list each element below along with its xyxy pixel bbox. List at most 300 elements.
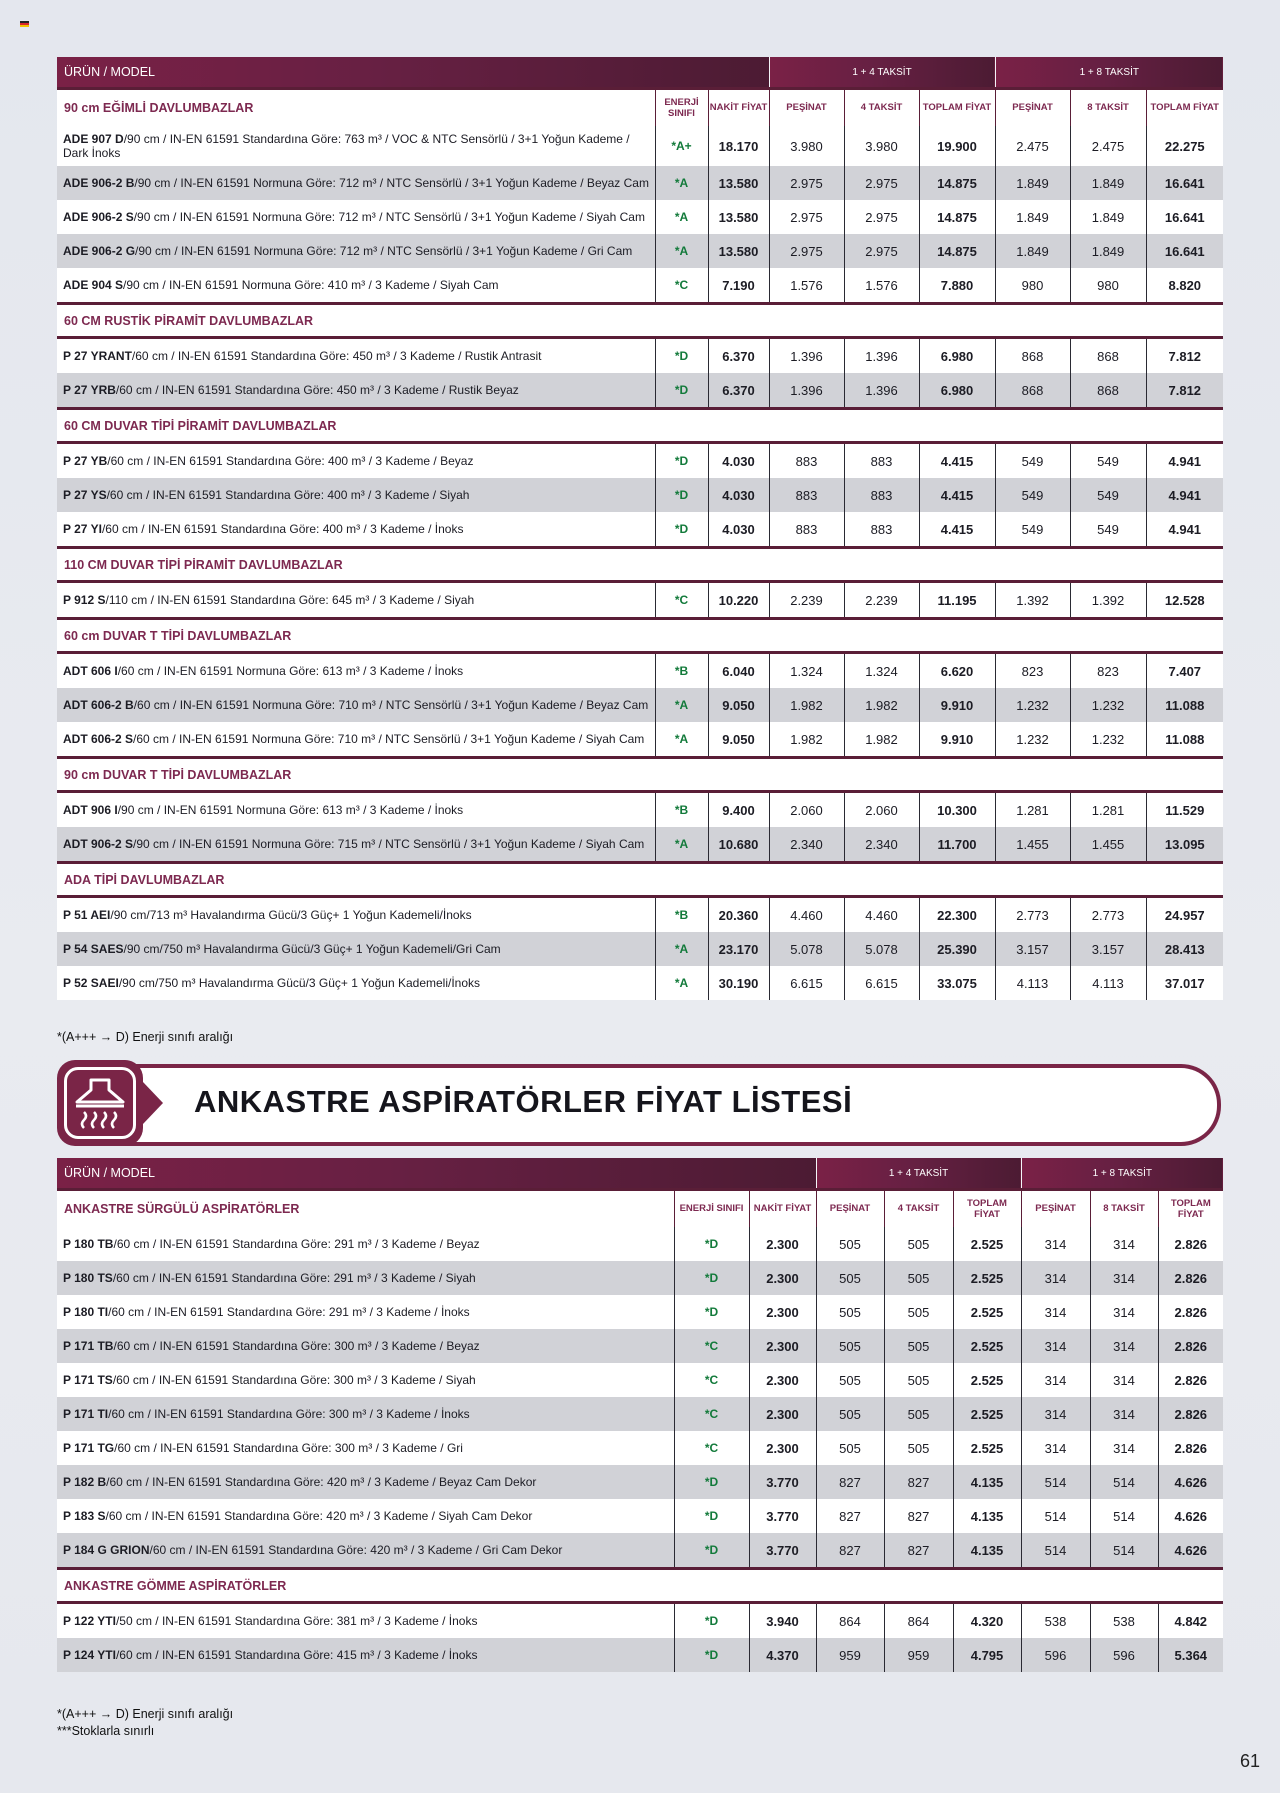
down-payment-4: 2.239	[769, 582, 844, 619]
product-cell	[57, 1363, 674, 1397]
col-total2: TOPLAM FİYAT	[1146, 89, 1223, 127]
down-payment-4: 1.396	[769, 373, 844, 409]
energy-class: *C	[655, 268, 708, 304]
total-price-4: 4.135	[953, 1465, 1021, 1499]
total-price-4: 11.700	[919, 827, 995, 863]
down-payment-4: 883	[769, 512, 844, 548]
down-payment-8: 868	[995, 338, 1070, 374]
product-row	[57, 688, 1223, 722]
down-payment-4: 1.982	[769, 688, 844, 722]
energy-class: *A	[655, 688, 708, 722]
down-payment-4: 959	[816, 1638, 884, 1672]
total-price-4: 33.075	[919, 966, 995, 1000]
cash-price: 6.040	[708, 653, 769, 689]
energy-class: *D	[674, 1533, 749, 1569]
product-cell	[57, 1397, 674, 1431]
total-price-4: 2.525	[953, 1329, 1021, 1363]
down-payment-4: 505	[816, 1261, 884, 1295]
installment-4: 2.239	[844, 582, 919, 619]
price-table-aspirator	[57, 1158, 1223, 1672]
product-row	[57, 966, 1223, 1000]
down-payment-8: 1.232	[995, 722, 1070, 758]
energy-class: *D	[674, 1465, 749, 1499]
product-cell	[57, 338, 655, 374]
model-code: P 52 SAEI	[63, 975, 119, 990]
model-code: P 54 SAES	[63, 941, 124, 956]
product-row	[57, 722, 1223, 758]
cash-price: 2.300	[749, 1431, 816, 1465]
installment-4: 505	[884, 1431, 953, 1465]
section-title: ANKASTRE GÖMME ASPİRATÖRLER	[57, 1569, 1223, 1603]
down-payment-8: 2.475	[995, 126, 1070, 166]
product-cell	[57, 1603, 674, 1639]
product-cell	[57, 373, 655, 409]
total-price-8: 7.407	[1146, 653, 1223, 689]
model-description: /60 cm / IN-EN 61591 Standardına Göre: 420 m³ / 3 Kademe / Siyah Cam Dekor	[105, 1508, 533, 1523]
product-row	[57, 478, 1223, 512]
model-description: /60 cm / IN-EN 61591 Standardına Göre: 291 m³ / 3 Kademe / Beyaz	[113, 1236, 480, 1251]
down-payment-4: 4.460	[769, 897, 844, 933]
installment-4: 505	[884, 1261, 953, 1295]
product-cell	[57, 234, 655, 268]
installment-4: 505	[884, 1295, 953, 1329]
installment-8: 823	[1070, 653, 1146, 689]
model-description: /60 cm / IN-EN 61591 Standardına Göre: 450 m³ / 3 Kademe / Rustik Antrasit	[131, 348, 542, 363]
product-cell	[57, 126, 655, 166]
product-row	[57, 653, 1223, 689]
cash-price: 2.300	[749, 1329, 816, 1363]
installment-4: 5.078	[844, 932, 919, 966]
model-description: /60 cm / IN-EN 61591 Standardına Göre: 415 m³ / 3 Kademe / İnoks	[115, 1647, 478, 1662]
installment-8: 314	[1090, 1431, 1158, 1465]
total-price-4: 6.980	[919, 373, 995, 409]
cash-price: 4.370	[749, 1638, 816, 1672]
col-energy: ENERJİ SINIFI	[674, 1190, 749, 1228]
col-total2: TOPLAM FİYAT	[1158, 1190, 1223, 1228]
energy-class: *C	[674, 1397, 749, 1431]
cash-price: 9.400	[708, 792, 769, 828]
total-price-8: 2.826	[1158, 1227, 1223, 1261]
language-flag-icon	[20, 21, 29, 27]
product-row	[57, 1499, 1223, 1533]
cash-price: 20.360	[708, 897, 769, 933]
total-price-8: 4.626	[1158, 1499, 1223, 1533]
installment-8: 514	[1090, 1465, 1158, 1499]
cash-price: 3.770	[749, 1499, 816, 1533]
model-description: /110 cm / IN-EN 61591 Standardına Göre: 645 m³ / 3 Kademe / Siyah	[105, 592, 475, 607]
total-price-4: 2.525	[953, 1431, 1021, 1465]
product-row	[57, 1603, 1223, 1639]
product-cell	[57, 966, 655, 1000]
down-payment-8: 4.113	[995, 966, 1070, 1000]
cash-price: 4.030	[708, 478, 769, 512]
down-payment-8: 538	[1021, 1603, 1090, 1639]
down-payment-4: 864	[816, 1603, 884, 1639]
model-code: P 122 YTI	[63, 1613, 116, 1628]
down-payment-8: 314	[1021, 1363, 1090, 1397]
total-price-4: 4.135	[953, 1533, 1021, 1569]
installment-4-header: 1 + 4 TAKSİT	[769, 57, 995, 89]
model-code: P 27 YB	[63, 453, 108, 468]
stock-note: ***Stoklarla sınırlı	[57, 1724, 155, 1738]
product-row	[57, 234, 1223, 268]
down-payment-8: 868	[995, 373, 1070, 409]
section-header	[57, 304, 1223, 338]
model-description: /90 cm / IN-EN 61591 Normuna Göre: 712 m³ / NTC Sensörlü / 3+1 Yoğun Kademe / Gri Cam	[135, 243, 633, 258]
model-description: /90 cm / IN-EN 61591 Normuna Göre: 712 m³ / NTC Sensörlü / 3+1 Yoğun Kademe / Siyah Cam	[133, 209, 645, 224]
installment-8: 314	[1090, 1363, 1158, 1397]
model-description: /90 cm / IN-EN 61591 Normuna Göre: 410 m³ / 3 Kademe / Siyah Cam	[123, 277, 499, 292]
product-cell	[57, 582, 655, 619]
down-payment-4: 505	[816, 1431, 884, 1465]
down-payment-4: 827	[816, 1533, 884, 1569]
total-price-4: 2.525	[953, 1363, 1021, 1397]
section-title: ANKASTRE SÜRGÜLÜ ASPİRATÖRLER	[57, 1190, 674, 1228]
section-header	[57, 619, 1223, 653]
energy-class: *D	[655, 338, 708, 374]
down-payment-4: 505	[816, 1295, 884, 1329]
product-row	[57, 1638, 1223, 1672]
product-cell	[57, 827, 655, 863]
model-description: /60 cm / IN-EN 61591 Standardına Göre: 450 m³ / 3 Kademe / Rustik Beyaz	[115, 382, 519, 397]
down-payment-8: 314	[1021, 1295, 1090, 1329]
down-payment-4: 3.980	[769, 126, 844, 166]
installment-4: 1.324	[844, 653, 919, 689]
down-payment-8: 549	[995, 443, 1070, 479]
total-price-4: 14.875	[919, 166, 995, 200]
model-code: ADT 606-2 S	[63, 731, 134, 746]
total-price-4: 9.910	[919, 688, 995, 722]
down-payment-4: 5.078	[769, 932, 844, 966]
product-row	[57, 1431, 1223, 1465]
model-code: P 912 S	[63, 592, 106, 607]
section-banner	[57, 1060, 1223, 1146]
cash-price: 2.300	[749, 1227, 816, 1261]
installment-8: 2.475	[1070, 126, 1146, 166]
installment-4: 6.615	[844, 966, 919, 1000]
total-price-4: 14.875	[919, 200, 995, 234]
cash-price: 3.770	[749, 1533, 816, 1569]
installment-4: 2.975	[844, 200, 919, 234]
down-payment-8: 314	[1021, 1261, 1090, 1295]
product-row	[57, 1227, 1223, 1261]
down-payment-4: 1.396	[769, 338, 844, 374]
product-cell	[57, 1227, 674, 1261]
banner-arrow	[143, 1082, 163, 1124]
total-price-8: 2.826	[1158, 1295, 1223, 1329]
total-price-8: 4.626	[1158, 1533, 1223, 1569]
product-cell	[57, 166, 655, 200]
down-payment-8: 1.849	[995, 200, 1070, 234]
model-code: P 182 B	[63, 1474, 107, 1489]
down-payment-4: 2.975	[769, 234, 844, 268]
section-title: 90 cm EĞİMLİ DAVLUMBAZLAR	[57, 89, 655, 127]
product-cell	[57, 792, 655, 828]
installment-8: 596	[1090, 1638, 1158, 1672]
down-payment-8: 314	[1021, 1329, 1090, 1363]
model-description: /60 cm / IN-EN 61591 Standardına Göre: 400 m³ / 3 Kademe / Beyaz	[107, 453, 474, 468]
cash-price: 3.940	[749, 1603, 816, 1639]
section-title: 90 cm DUVAR T TİPİ DAVLUMBAZLAR	[57, 758, 1223, 792]
cash-price: 6.370	[708, 373, 769, 409]
installment-4: 883	[844, 478, 919, 512]
cash-price: 7.190	[708, 268, 769, 304]
installment-8: 1.281	[1070, 792, 1146, 828]
total-price-4: 4.415	[919, 443, 995, 479]
model-code: P 27 YRB	[63, 382, 116, 397]
total-price-4: 6.980	[919, 338, 995, 374]
model-description: /90 cm / IN-EN 61591 Normuna Göre: 613 m³ / 3 Kademe / İnoks	[117, 802, 464, 817]
energy-class: *A	[655, 932, 708, 966]
cash-price: 2.300	[749, 1295, 816, 1329]
down-payment-8: 980	[995, 268, 1070, 304]
total-price-4: 2.525	[953, 1227, 1021, 1261]
installment-4: 1.576	[844, 268, 919, 304]
energy-class: *C	[655, 582, 708, 619]
total-price-8: 2.826	[1158, 1329, 1223, 1363]
model-description: /60 cm / IN-EN 61591 Standardına Göre: 300 m³ / 3 Kademe / Siyah	[112, 1372, 476, 1387]
model-code: P 124 YTI	[63, 1647, 116, 1662]
model-code: ADE 906-2 B	[63, 175, 135, 190]
energy-class: *A	[655, 200, 708, 234]
col-energy: ENERJİ SINIFI	[655, 89, 708, 127]
model-description: /90 cm / IN-EN 61591 Normuna Göre: 715 m³ / NTC Sensörlü / 3+1 Yoğun Kademe / Siyah Cam	[133, 836, 645, 851]
energy-class: *C	[674, 1363, 749, 1397]
model-description: /50 cm / IN-EN 61591 Standardına Göre: 381 m³ / 3 Kademe / İnoks	[115, 1613, 478, 1628]
total-price-8: 2.826	[1158, 1431, 1223, 1465]
product-row	[57, 1465, 1223, 1499]
installment-4: 2.340	[844, 827, 919, 863]
model-code: ADT 906 I	[63, 802, 118, 817]
model-description: /60 cm / IN-EN 61591 Standardına Göre: 300 m³ / 3 Kademe / Gri	[114, 1440, 463, 1455]
down-payment-8: 314	[1021, 1227, 1090, 1261]
product-cell	[57, 722, 655, 758]
energy-class: *D	[655, 512, 708, 548]
model-header: ÜRÜN / MODEL	[57, 57, 769, 89]
product-cell	[57, 932, 655, 966]
total-price-4: 7.880	[919, 268, 995, 304]
cash-price: 30.190	[708, 966, 769, 1000]
cash-price: 10.680	[708, 827, 769, 863]
down-payment-4: 2.975	[769, 166, 844, 200]
total-price-4: 9.910	[919, 722, 995, 758]
installment-4: 1.982	[844, 722, 919, 758]
section-title: 60 cm DUVAR T TİPİ DAVLUMBAZLAR	[57, 619, 1223, 653]
model-description: /90 cm / IN-EN 61591 Standardına Göre: 763 m³ / VOC & NTC Sensörlü / 3+1 Yoğun Kademe / Dark İnoks	[63, 131, 630, 160]
energy-class: *D	[674, 1499, 749, 1533]
product-cell	[57, 1431, 674, 1465]
model-header: ÜRÜN / MODEL	[57, 1158, 816, 1190]
col-inst4: 4 TAKSİT	[884, 1190, 953, 1228]
total-price-8: 12.528	[1146, 582, 1223, 619]
model-code: P 180 TI	[63, 1304, 109, 1319]
model-description: /60 cm / IN-EN 61591 Normuna Göre: 710 m³ / NTC Sensörlü / 3+1 Yoğun Kademe / Siyah Cam	[133, 731, 645, 746]
total-price-8: 8.820	[1146, 268, 1223, 304]
model-code: P 171 TS	[63, 1372, 113, 1387]
product-row	[57, 512, 1223, 548]
model-description: /60 cm / IN-EN 61591 Standardına Göre: 300 m³ / 3 Kademe / İnoks	[108, 1406, 470, 1421]
model-description: /60 cm / IN-EN 61591 Standardına Göre: 291 m³ / 3 Kademe / İnoks	[108, 1304, 470, 1319]
down-payment-8: 1.232	[995, 688, 1070, 722]
installment-8: 549	[1070, 443, 1146, 479]
section-title: ADA TİPİ DAVLUMBAZLAR	[57, 863, 1223, 897]
energy-class: *D	[655, 373, 708, 409]
total-price-8: 24.957	[1146, 897, 1223, 933]
energy-class: *D	[674, 1261, 749, 1295]
product-row	[57, 126, 1223, 166]
total-price-4: 6.620	[919, 653, 995, 689]
cash-price: 13.580	[708, 200, 769, 234]
col-down2: PEŞİNAT	[1021, 1190, 1090, 1228]
total-price-4: 25.390	[919, 932, 995, 966]
model-code: P 27 YRANT	[63, 348, 132, 363]
product-row	[57, 373, 1223, 409]
total-price-8: 5.364	[1158, 1638, 1223, 1672]
energy-class: *A	[655, 234, 708, 268]
total-price-8: 2.826	[1158, 1261, 1223, 1295]
installment-4: 4.460	[844, 897, 919, 933]
down-payment-4: 827	[816, 1465, 884, 1499]
total-price-8: 16.641	[1146, 234, 1223, 268]
energy-class: *D	[674, 1227, 749, 1261]
total-price-4: 19.900	[919, 126, 995, 166]
down-payment-8: 3.157	[995, 932, 1070, 966]
installment-8: 868	[1070, 373, 1146, 409]
installment-8: 314	[1090, 1227, 1158, 1261]
down-payment-8: 1.849	[995, 166, 1070, 200]
price-table-davlumbaz	[57, 57, 1223, 1000]
installment-8: 1.849	[1070, 200, 1146, 234]
section-header	[57, 863, 1223, 897]
section-header	[57, 409, 1223, 443]
product-cell	[57, 478, 655, 512]
section-title: 60 CM DUVAR TİPİ PİRAMİT DAVLUMBAZLAR	[57, 409, 1223, 443]
product-row	[57, 582, 1223, 619]
down-payment-8: 549	[995, 478, 1070, 512]
installment-8: 314	[1090, 1397, 1158, 1431]
model-code: P 171 TI	[63, 1406, 109, 1421]
total-price-4: 10.300	[919, 792, 995, 828]
down-payment-4: 883	[769, 443, 844, 479]
col-inst8: 8 TAKSİT	[1070, 89, 1146, 127]
total-price-8: 16.641	[1146, 166, 1223, 200]
down-payment-8: 314	[1021, 1431, 1090, 1465]
model-description: /90 cm/750 m³ Havalandırma Gücü/3 Güç+ 1 Yoğun Kademeli/Gri Cam	[123, 941, 501, 956]
product-cell	[57, 1465, 674, 1499]
total-price-8: 13.095	[1146, 827, 1223, 863]
down-payment-8: 1.455	[995, 827, 1070, 863]
energy-class: *C	[674, 1329, 749, 1363]
product-row	[57, 932, 1223, 966]
installment-8: 549	[1070, 512, 1146, 548]
product-cell	[57, 1295, 674, 1329]
energy-class: *A	[655, 722, 708, 758]
col-total1: TOPLAM FİYAT	[953, 1190, 1021, 1228]
installment-8: 314	[1090, 1329, 1158, 1363]
model-code: P 171 TB	[63, 1338, 114, 1353]
model-code: P 27 YS	[63, 487, 107, 502]
energy-class: *A+	[655, 126, 708, 166]
col-inst8: 8 TAKSİT	[1090, 1190, 1158, 1228]
model-code: P 183 S	[63, 1508, 106, 1523]
product-row	[57, 827, 1223, 863]
product-cell	[57, 653, 655, 689]
model-code: ADE 906-2 S	[63, 209, 134, 224]
energy-class: *C	[674, 1431, 749, 1465]
model-code: ADE 904 S	[63, 277, 124, 292]
total-price-4: 2.525	[953, 1397, 1021, 1431]
cash-price: 13.580	[708, 166, 769, 200]
installment-4: 1.396	[844, 373, 919, 409]
down-payment-8: 549	[995, 512, 1070, 548]
model-description: /60 cm / IN-EN 61591 Standardına Göre: 300 m³ / 3 Kademe / Beyaz	[113, 1338, 480, 1353]
model-description: /60 cm / IN-EN 61591 Standardına Göre: 420 m³ / 3 Kademe / Gri Cam Dekor	[149, 1542, 563, 1557]
energy-class: *D	[674, 1295, 749, 1329]
model-code: P 184 G GRION	[63, 1542, 150, 1557]
total-price-4: 4.415	[919, 478, 995, 512]
cash-price: 18.170	[708, 126, 769, 166]
installment-8: 538	[1090, 1603, 1158, 1639]
model-code: ADE 906-2 G	[63, 243, 136, 258]
col-down2: PEŞİNAT	[995, 89, 1070, 127]
product-cell	[57, 1261, 674, 1295]
installment-8: 1.232	[1070, 688, 1146, 722]
down-payment-8: 596	[1021, 1638, 1090, 1672]
product-row	[57, 166, 1223, 200]
installment-4: 883	[844, 512, 919, 548]
total-price-4: 11.195	[919, 582, 995, 619]
cash-price: 2.300	[749, 1397, 816, 1431]
model-code: P 180 TS	[63, 1270, 113, 1285]
down-payment-8: 1.281	[995, 792, 1070, 828]
installment-4: 505	[884, 1329, 953, 1363]
down-payment-8: 514	[1021, 1533, 1090, 1569]
product-cell	[57, 1499, 674, 1533]
down-payment-4: 2.060	[769, 792, 844, 828]
down-payment-8: 514	[1021, 1499, 1090, 1533]
energy-class: *D	[674, 1603, 749, 1639]
model-description: /60 cm / IN-EN 61591 Standardına Göre: 400 m³ / 3 Kademe / Siyah	[106, 487, 470, 502]
col-cash: NAKİT FİYAT	[708, 89, 769, 127]
energy-class: *D	[655, 478, 708, 512]
installment-8: 2.773	[1070, 897, 1146, 933]
col-total1: TOPLAM FİYAT	[919, 89, 995, 127]
hood-svg	[67, 1070, 133, 1136]
installment-8: 514	[1090, 1533, 1158, 1569]
installment-8: 1.232	[1070, 722, 1146, 758]
col-cash: NAKİT FİYAT	[749, 1190, 816, 1228]
installment-8: 1.455	[1070, 827, 1146, 863]
down-payment-4: 505	[816, 1227, 884, 1261]
model-code: ADE 907 D	[63, 131, 124, 146]
total-price-4: 2.525	[953, 1295, 1021, 1329]
total-price-4: 14.875	[919, 234, 995, 268]
icon-frame	[64, 1067, 136, 1139]
installment-8: 549	[1070, 478, 1146, 512]
product-row	[57, 792, 1223, 828]
installment-8: 868	[1070, 338, 1146, 374]
energy-class: *B	[655, 653, 708, 689]
model-description: /60 cm / IN-EN 61591 Standardına Göre: 400 m³ / 3 Kademe / İnoks	[101, 521, 464, 536]
section-title: 110 CM DUVAR TİPİ PİRAMİT DAVLUMBAZLAR	[57, 548, 1223, 582]
col-down1: PEŞİNAT	[816, 1190, 884, 1228]
installment-8: 514	[1090, 1499, 1158, 1533]
total-price-8: 4.941	[1146, 512, 1223, 548]
cash-price: 13.580	[708, 234, 769, 268]
installment-4: 505	[884, 1227, 953, 1261]
installment-4: 505	[884, 1363, 953, 1397]
model-code: P 27 YI	[63, 521, 102, 536]
